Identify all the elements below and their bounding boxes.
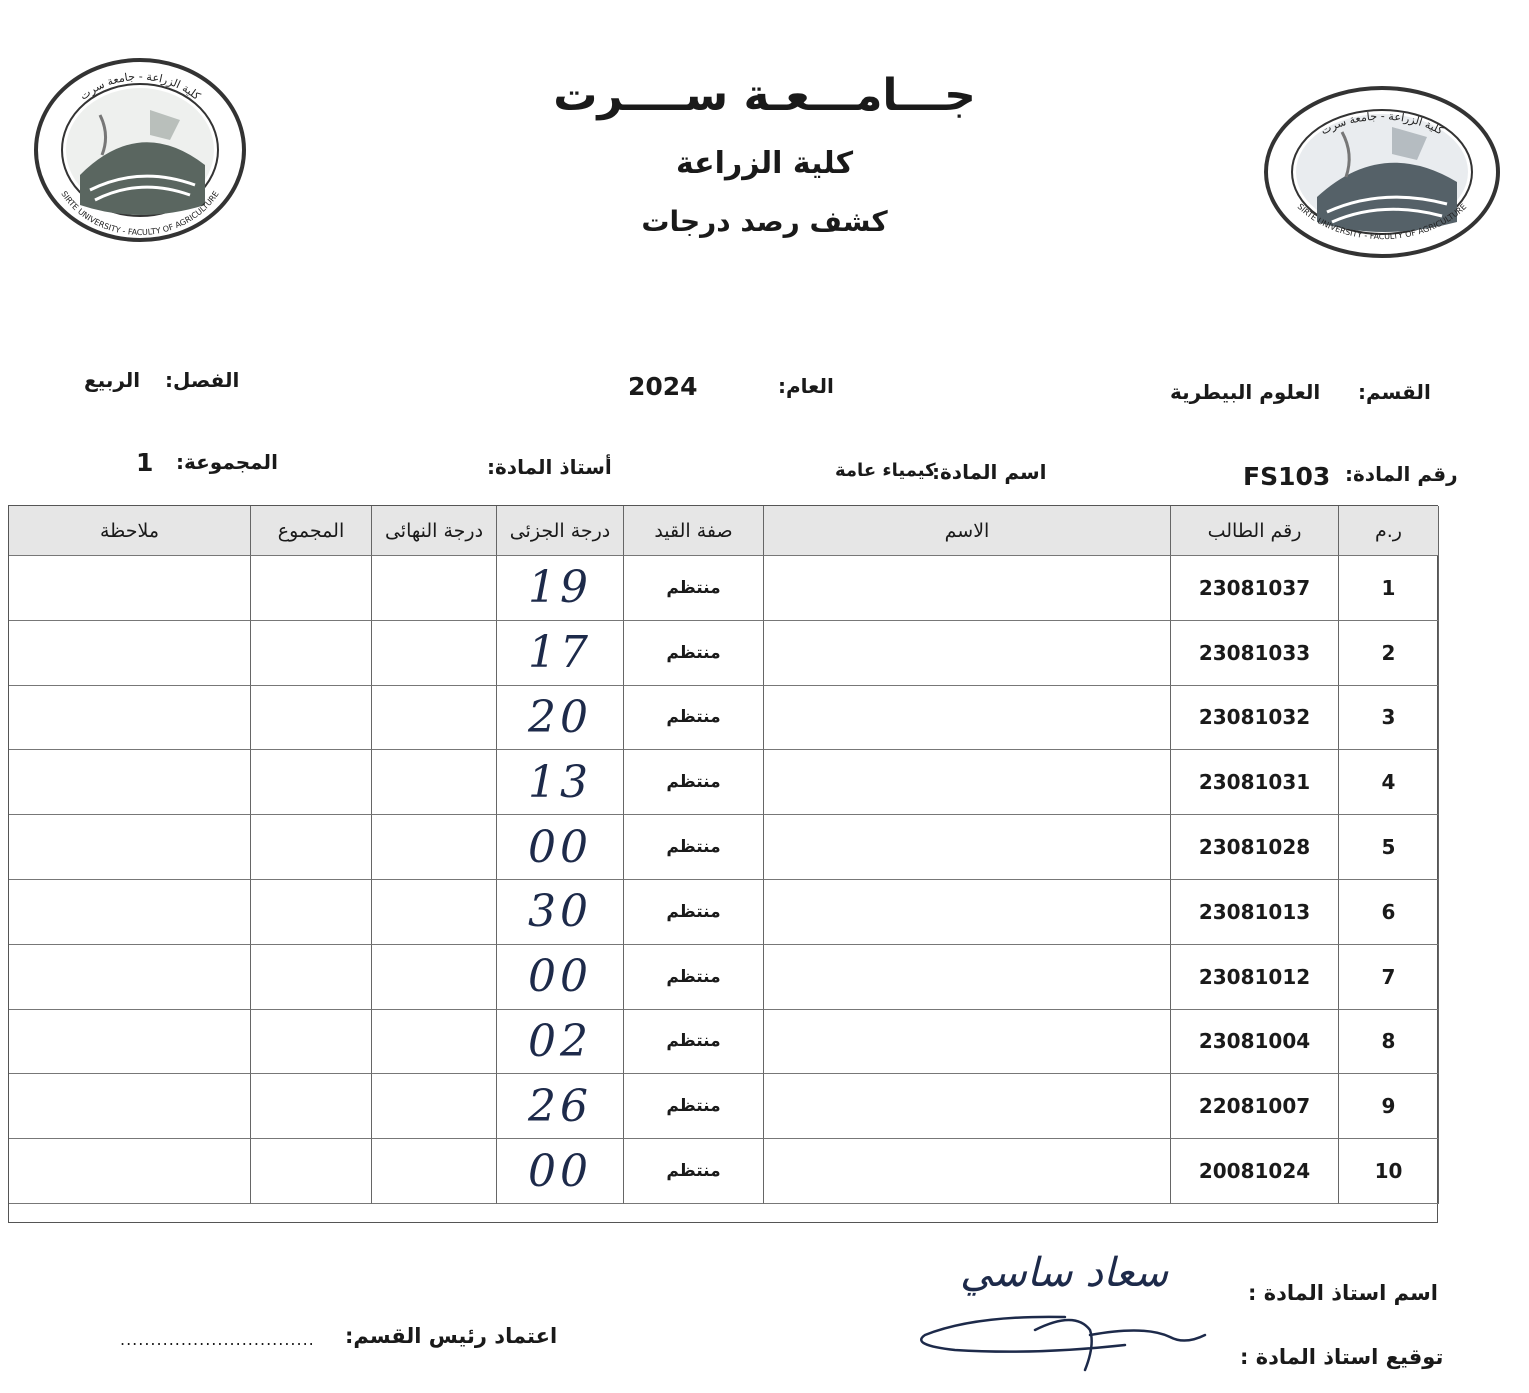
cell-col-notes — [9, 815, 251, 880]
college-name: كلية الزراعة — [675, 146, 854, 181]
cell-col-notes — [9, 750, 251, 815]
cell-col-name — [764, 1010, 1171, 1075]
cell-col-student-id: 23081037 — [1171, 556, 1339, 621]
cell-col-partial: 26 — [497, 1074, 624, 1139]
cell-col-status: منتظم — [624, 556, 764, 621]
cell-col-partial: 13 — [497, 750, 624, 815]
seal-left-arabic: كلية الزراعة - جامعة سرت — [77, 69, 203, 103]
cell-col-index: 8 — [1339, 1010, 1439, 1075]
university-seal-right — [1262, 82, 1502, 262]
cell-col-notes — [9, 1010, 251, 1075]
semester-value: الربيع — [84, 368, 141, 392]
cell-col-student-id: 23081013 — [1171, 880, 1339, 945]
cell-col-status: منتظم — [624, 880, 764, 945]
seal-right-arabic: كلية الزراعة - جامعة سرت — [1318, 109, 1446, 138]
cell-col-student-id: 23081031 — [1171, 750, 1339, 815]
cell-col-student-id: 23081033 — [1171, 621, 1339, 686]
cell-col-index: 1 — [1339, 556, 1439, 621]
cell-col-partial: 17 — [497, 621, 624, 686]
header-col-student-id: رقم الطالب — [1171, 506, 1339, 556]
seal-left-caption: SIRTE UNIVERSITY - FACULTY OF AGRICULTURE — [59, 189, 221, 238]
cell-col-index: 4 — [1339, 750, 1439, 815]
cell-col-name — [764, 686, 1171, 751]
cell-col-final — [372, 945, 497, 1010]
cell-col-final — [372, 556, 497, 621]
group-value: 1 — [136, 448, 154, 477]
header-col-index: ر.م — [1339, 506, 1439, 556]
cell-col-notes — [9, 686, 251, 751]
cell-col-student-id: 23081012 — [1171, 945, 1339, 1010]
cell-col-partial: 02 — [497, 1010, 624, 1075]
cell-col-final — [372, 750, 497, 815]
cell-col-notes — [9, 621, 251, 686]
cell-col-status: منتظم — [624, 750, 764, 815]
cell-col-index: 6 — [1339, 880, 1439, 945]
cell-col-partial: 20 — [497, 686, 624, 751]
cell-col-notes — [9, 1074, 251, 1139]
semester-label: الفصل: — [165, 368, 240, 392]
cell-col-final — [372, 815, 497, 880]
cell-col-status: منتظم — [624, 621, 764, 686]
cell-col-partial: 19 — [497, 556, 624, 621]
cell-col-status: منتظم — [624, 945, 764, 1010]
instructor-name-handwritten: سعاد ساسي — [960, 1250, 1169, 1296]
sheet-title: كشف رصد درجات — [641, 205, 888, 238]
instructor-label: أستاذ المادة: — [487, 455, 612, 479]
cell-col-index: 10 — [1339, 1139, 1439, 1204]
cell-col-name — [764, 621, 1171, 686]
cell-col-total — [251, 750, 372, 815]
seal-right-caption: SIRTE UNIVERSITY - FACULTY OF AGRICULTURE — [1295, 202, 1469, 242]
cell-col-name — [764, 945, 1171, 1010]
cell-col-status: منتظم — [624, 815, 764, 880]
cell-col-index: 2 — [1339, 621, 1439, 686]
head-approval-label: اعتماد رئيس القسم: — [345, 1324, 558, 1348]
cell-col-student-id: 23081004 — [1171, 1010, 1339, 1075]
course-name-value: كيمياء عامة — [835, 460, 936, 481]
cell-col-student-id: 23081028 — [1171, 815, 1339, 880]
cell-col-index: 3 — [1339, 686, 1439, 751]
cell-col-status: منتظم — [624, 1139, 764, 1204]
header-col-partial: درجة الجزئى — [497, 506, 624, 556]
cell-col-notes — [9, 556, 251, 621]
department-label: القسم: — [1358, 380, 1431, 404]
seal-right-icon — [1262, 82, 1502, 262]
year-value: 2024 — [628, 372, 698, 401]
cell-col-status: منتظم — [624, 1074, 764, 1139]
header-col-final: درجة النهائى — [372, 506, 497, 556]
cell-col-partial: 30 — [497, 880, 624, 945]
grades-table — [8, 505, 1438, 1223]
cell-col-total — [251, 945, 372, 1010]
cell-col-name — [764, 750, 1171, 815]
cell-col-partial: 00 — [497, 1139, 624, 1204]
cell-col-student-id: 22081007 — [1171, 1074, 1339, 1139]
cell-col-total — [251, 815, 372, 880]
cell-col-total — [251, 621, 372, 686]
cell-col-name — [764, 815, 1171, 880]
university-title: جـــامـــعـة ســــرت — [553, 70, 976, 121]
head-approval-blank: ................................ — [120, 1330, 315, 1349]
cell-col-notes — [9, 945, 251, 1010]
cell-col-total — [251, 556, 372, 621]
cell-col-final — [372, 1074, 497, 1139]
cell-col-final — [372, 1010, 497, 1075]
cell-col-total — [251, 1139, 372, 1204]
cell-col-partial: 00 — [497, 945, 624, 1010]
signature-icon — [915, 1305, 1215, 1375]
header-col-total: المجموع — [251, 506, 372, 556]
cell-col-name — [764, 1074, 1171, 1139]
header-col-name: الاسم — [764, 506, 1171, 556]
instructor-name-label: اسم استاذ المادة : — [1248, 1281, 1438, 1305]
cell-col-index: 9 — [1339, 1074, 1439, 1139]
cell-col-name — [764, 880, 1171, 945]
cell-col-notes — [9, 1139, 251, 1204]
course-code-value: FS103 — [1243, 462, 1331, 491]
header-col-status: صفة القيد — [624, 506, 764, 556]
header-col-notes: ملاحظة — [9, 506, 251, 556]
university-seal-left — [30, 55, 250, 245]
year-label: العام: — [778, 374, 834, 398]
cell-col-total — [251, 1074, 372, 1139]
cell-col-notes — [9, 880, 251, 945]
course-code-label: رقم المادة: — [1345, 462, 1458, 486]
cell-col-partial: 00 — [497, 815, 624, 880]
cell-col-final — [372, 686, 497, 751]
cell-col-student-id: 20081024 — [1171, 1139, 1339, 1204]
group-label: المجموعة: — [176, 450, 278, 474]
instructor-signature-label: توقيع استاذ المادة : — [1240, 1345, 1444, 1369]
seal-left-icon — [30, 55, 250, 245]
cell-col-total — [251, 1010, 372, 1075]
cell-col-total — [251, 686, 372, 751]
instructor-signature — [915, 1305, 1215, 1375]
cell-col-status: منتظم — [624, 686, 764, 751]
cell-col-student-id: 23081032 — [1171, 686, 1339, 751]
cell-col-final — [372, 880, 497, 945]
cell-col-total — [251, 880, 372, 945]
cell-col-name — [764, 1139, 1171, 1204]
cell-col-final — [372, 621, 497, 686]
cell-col-name — [764, 556, 1171, 621]
course-name-label: اسم المادة: — [932, 460, 1047, 484]
cell-col-index: 7 — [1339, 945, 1439, 1010]
cell-col-final — [372, 1139, 497, 1204]
cell-col-index: 5 — [1339, 815, 1439, 880]
department-value: العلوم البيطرية — [1170, 380, 1321, 404]
cell-col-status: منتظم — [624, 1010, 764, 1075]
